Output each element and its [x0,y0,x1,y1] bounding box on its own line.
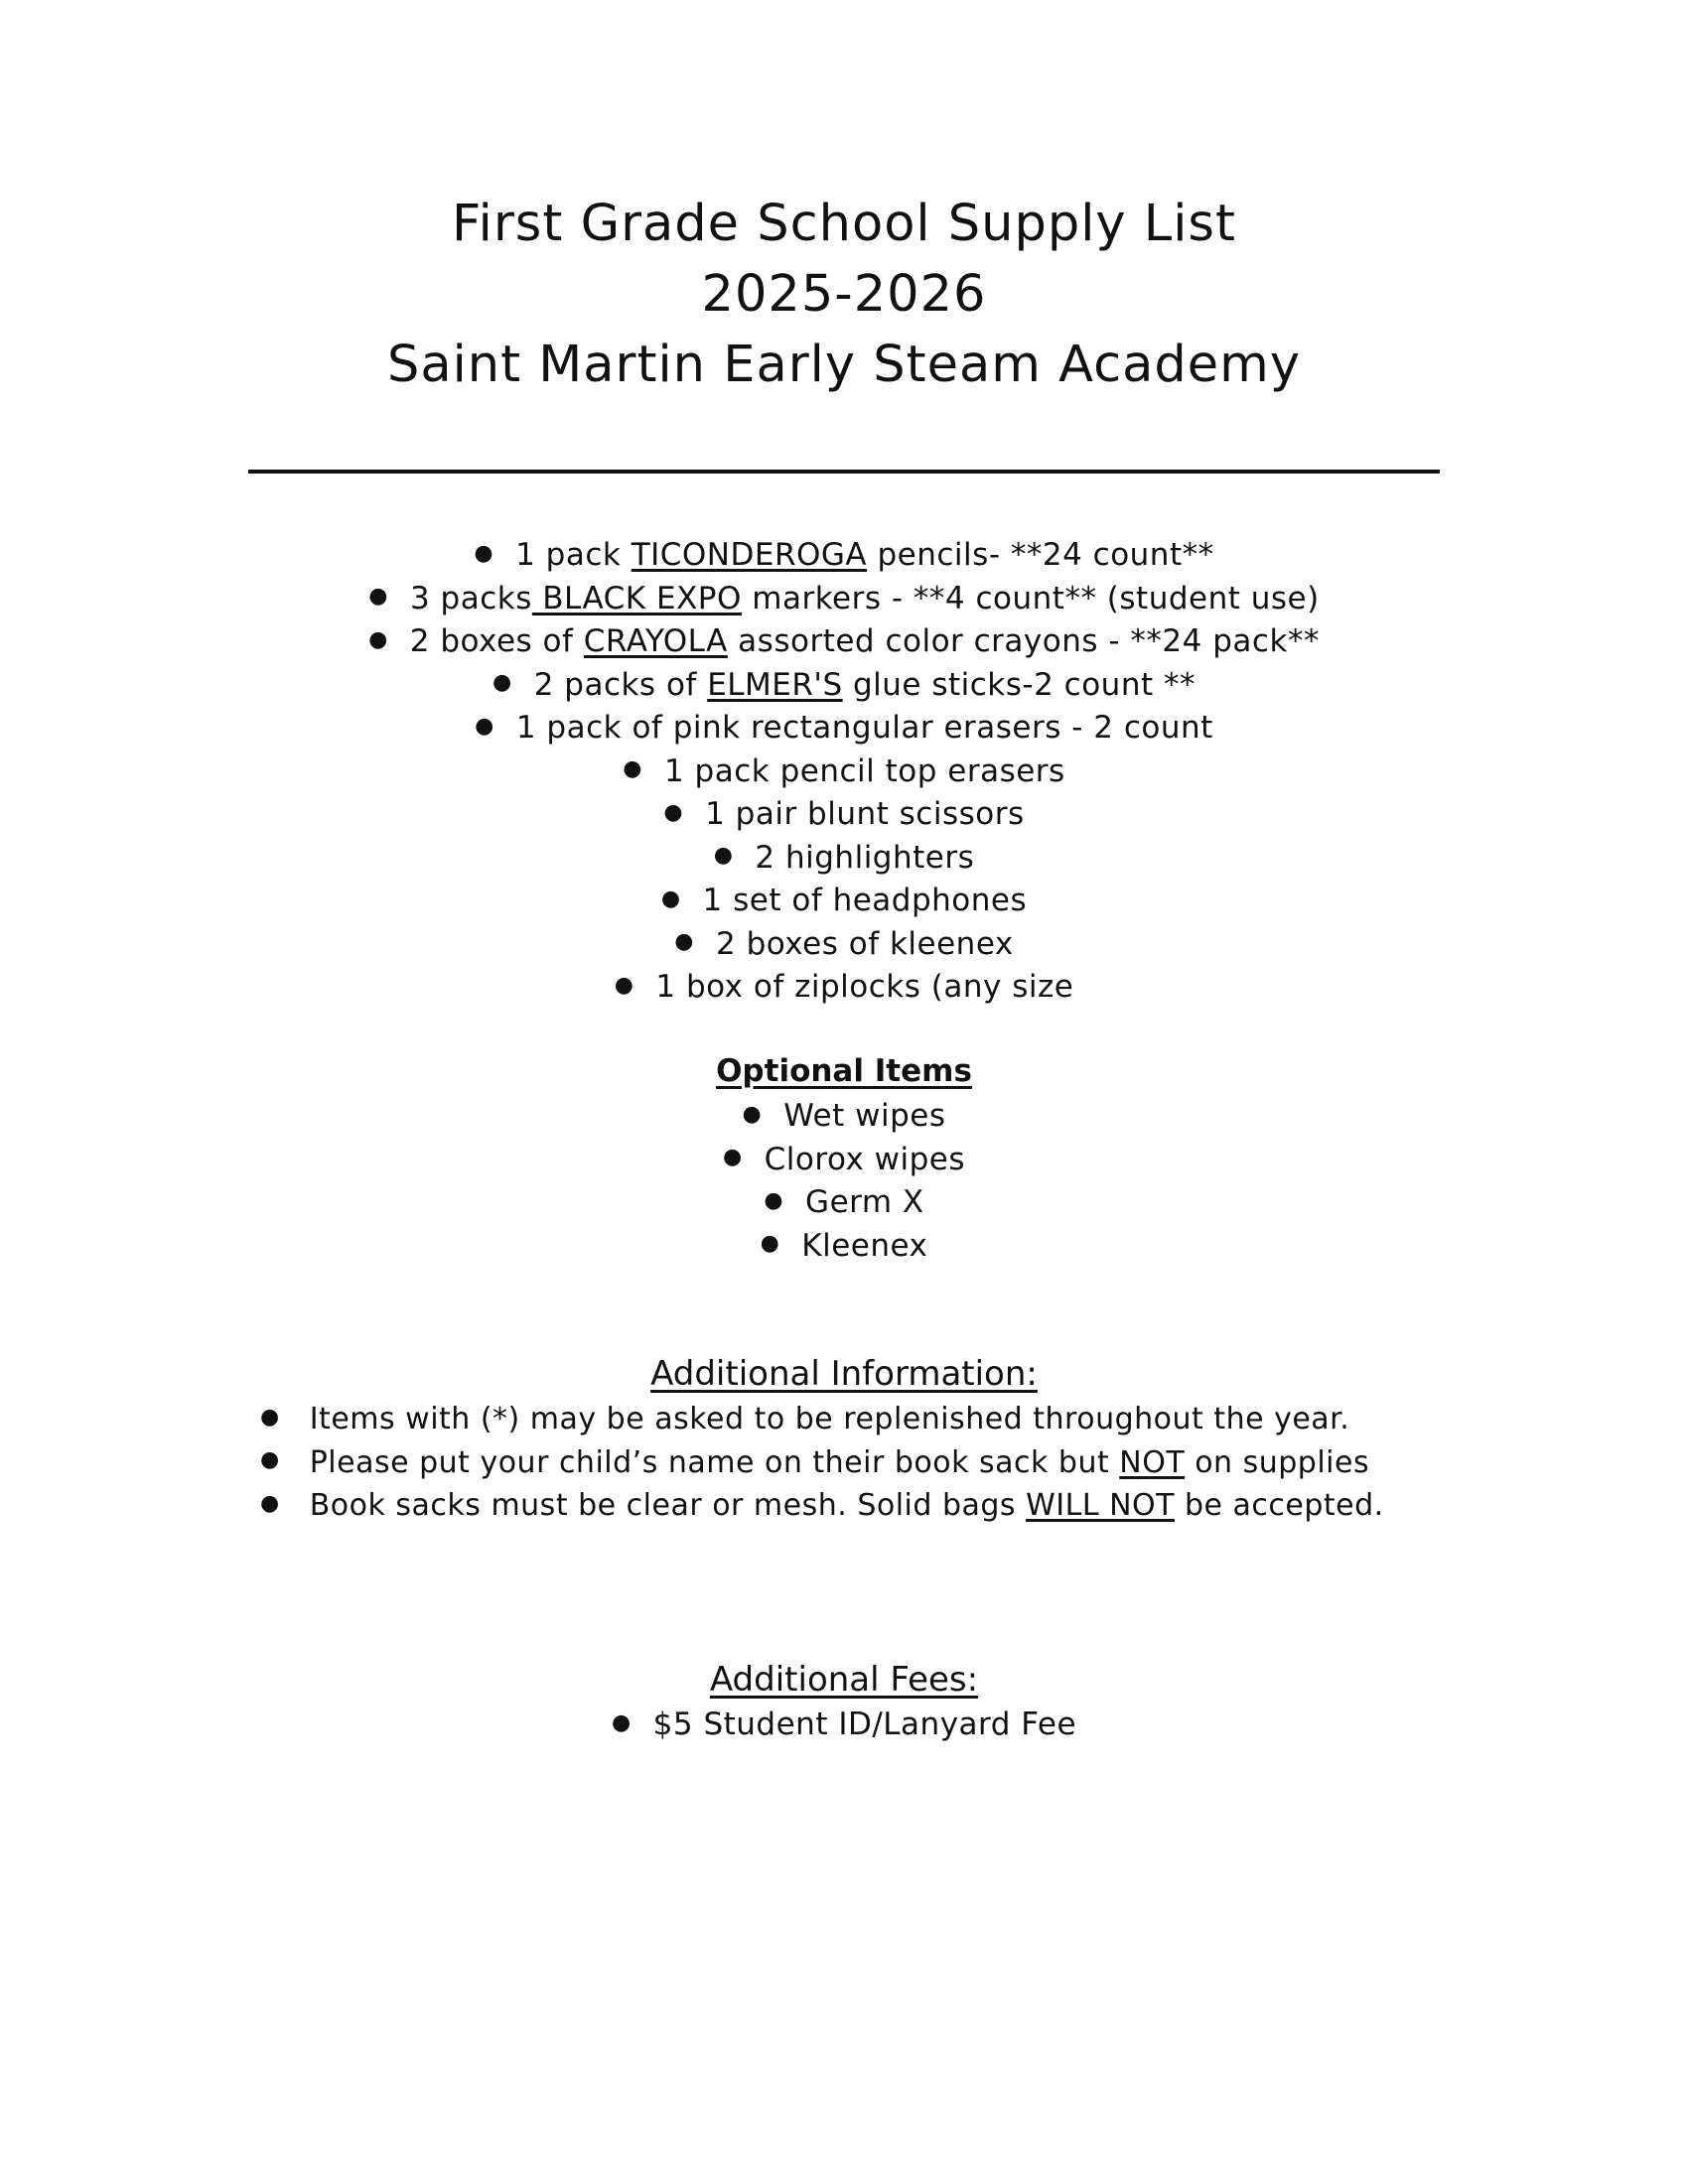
bullet-icon: ● [260,1447,280,1473]
list-item: ● 2 highlighters [0,837,1688,881]
bullet-icon: ● [742,1101,763,1127]
list-item: ● Please put your child’s name on their book sack but NOT on supplies [0,1441,1688,1485]
bullet-icon: ● [260,1404,280,1430]
list-item: ● Book sacks must be clear or mesh. Solid bags WILL NOT be accepted. [0,1484,1688,1528]
optional-items-list [0,1095,1688,1268]
list-item: ● $5 Student ID/Lanyard Fee [0,1704,1688,1747]
list-item: ● 1 pack pencil top erasers [0,751,1688,794]
brand-name: BLACK EXPO [531,580,742,616]
bullet-icon: ● [623,756,642,782]
page-title: First Grade School Supply List [452,195,1236,253]
emphasis-text: WILL NOT [1026,1488,1175,1523]
brand-name: CRAYOLA [583,623,728,659]
supply-list [0,534,1688,1010]
bullet-icon: ● [492,670,512,696]
list-item: ● 1 box of ziplocks (any size [0,966,1688,1010]
brand-name: TICONDEROGA [631,537,868,573]
bullet-icon: ● [663,799,684,825]
list-item: ● Germ X [0,1181,1688,1225]
bullet-icon: ● [713,843,734,869]
optional-items-heading: Optional Items [716,1053,972,1089]
bullet-icon: ● [611,1709,632,1735]
list-item: ● Kleenex [0,1225,1688,1269]
bullet-icon: ● [475,713,494,739]
bullet-icon: ● [368,626,388,652]
list-item: ● Wet wipes [0,1095,1688,1139]
list-item: ● 2 boxes of kleenex [0,923,1688,967]
list-item: ● Clorox wipes [0,1139,1688,1182]
additional-information-list [0,1398,1688,1528]
list-item: ● 3 packs BLACK EXPO markers - **4 count** (student use) [0,578,1688,621]
bullet-icon: ● [660,886,681,911]
list-item: ● 1 pack of pink rectangular erasers - 2 count [0,707,1688,751]
bullet-icon: ● [674,929,694,955]
bullet-icon: ● [614,972,634,998]
divider-line [248,470,1440,474]
list-item: ● 1 set of headphones [0,880,1688,923]
brand-name: ELMER'S [707,666,843,703]
list-item: ● 1 pack TICONDEROGA pencils- **24 count** [0,534,1688,578]
emphasis-text: NOT [1119,1444,1186,1480]
bullet-icon: ● [722,1145,743,1170]
additional-fees-heading: Additional Fees: [709,1660,979,1700]
list-item: ● 2 packs of ELMER'S glue sticks-2 count ** [0,664,1688,708]
list-item: ● 2 boxes of CRAYOLA assorted color crayons - **24 pack** [0,620,1688,664]
list-item: ● Items with (*) may be asked to be replenished throughout the year. [0,1398,1688,1441]
title-block [0,189,1688,400]
bullet-icon: ● [260,1490,280,1516]
additional-information-heading: Additional Information: [650,1354,1038,1394]
school-year: 2025-2026 [701,265,987,324]
additional-fees-list [0,1704,1688,1747]
bullet-icon: ● [760,1231,780,1257]
list-item: ● 1 pair blunt scissors [0,793,1688,837]
bullet-icon: ● [368,584,388,610]
bullet-icon: ● [474,540,494,566]
bullet-icon: ● [764,1187,784,1213]
school-name: Saint Martin Early Steam Academy [386,336,1302,394]
